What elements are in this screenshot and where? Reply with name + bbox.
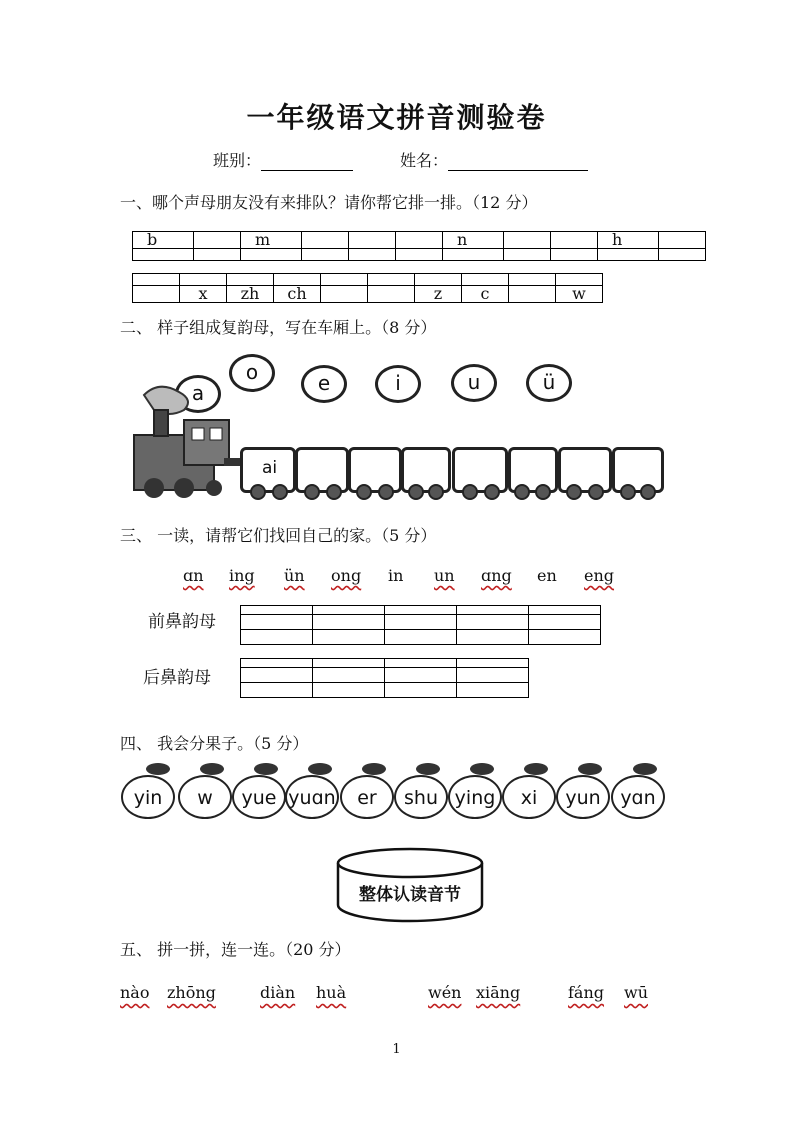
basket-label: 整体认读音节 <box>359 885 461 905</box>
pinyin-item: en <box>537 566 557 585</box>
vowel-bubble: a <box>175 375 221 413</box>
grid1-cell[interactable] <box>504 232 551 249</box>
grid1-cell: b <box>133 232 194 249</box>
pinyin-word: zhōng <box>167 983 216 1002</box>
grid2-cell[interactable] <box>321 286 368 303</box>
vowel-bubble: e <box>301 365 347 403</box>
grid2-cell: z <box>415 286 462 303</box>
vowel-bubble: o <box>229 354 275 392</box>
pinyin-word: wén <box>428 983 462 1002</box>
consonant-grid-1 <box>132 231 706 261</box>
fruit-syllable[interactable]: yɑn <box>611 775 665 819</box>
front-nasal-grid <box>240 605 601 645</box>
fruit-syllable[interactable]: er <box>340 775 394 819</box>
back-nasal-label: 后鼻韵母 <box>143 668 211 688</box>
pinyin-word: fáng <box>568 983 605 1002</box>
pinyin-item: ong <box>331 566 362 585</box>
section-1-heading: 一、哪个声母朋友没有来排队？请你帮它排一排。（12 分） <box>120 193 538 212</box>
fruit-syllable[interactable]: ying <box>448 775 502 819</box>
grid2-cell: ch <box>274 286 321 303</box>
fruit-syllable[interactable]: xi <box>502 775 556 819</box>
pinyin-word: huà <box>316 983 347 1002</box>
grid1-cell[interactable] <box>551 232 598 249</box>
train-car[interactable] <box>401 447 451 493</box>
page-title: 一年级语文拼音测验卷 <box>246 101 547 134</box>
section-3-heading: 三、 一读，请帮它们找回自己的家。（5 分） <box>120 526 437 545</box>
grid1-cell[interactable] <box>659 232 706 249</box>
name-field <box>400 148 588 171</box>
grid1-cell[interactable] <box>302 232 349 249</box>
fruit-syllable[interactable]: shu <box>394 775 448 819</box>
fruit-syllable[interactable]: yin <box>121 775 175 819</box>
pinyin-item: in <box>388 566 404 585</box>
class-label: 班别： <box>213 151 262 170</box>
train-car[interactable] <box>558 447 612 493</box>
grid1-cell: n <box>443 232 504 249</box>
pinyin-word: nào <box>120 983 150 1002</box>
name-label: 姓名： <box>400 151 449 170</box>
pinyin-item: ɑng <box>481 566 512 585</box>
section-5-heading: 五、 拼一拼，连一连。（20 分） <box>120 940 351 959</box>
fruit-syllable[interactable]: yue <box>232 775 286 819</box>
name-blank[interactable] <box>448 152 588 171</box>
grid2-cell[interactable] <box>509 286 556 303</box>
train-car[interactable] <box>295 447 349 493</box>
vowel-bubble: ü <box>526 364 572 402</box>
grid2-cell: x <box>180 286 227 303</box>
fruit-syllable[interactable]: yuɑn <box>285 775 339 819</box>
fruit-syllable[interactable]: yun <box>556 775 610 819</box>
class-field <box>213 148 353 171</box>
consonant-grid-2 <box>132 273 603 303</box>
grid1-cell: m <box>241 232 302 249</box>
pinyin-word: diàn <box>260 983 296 1002</box>
fruit-syllable[interactable]: w <box>178 775 232 819</box>
grid2-cell: zh <box>227 286 274 303</box>
vowel-bubble: u <box>451 364 497 402</box>
grid1-cell[interactable] <box>194 232 241 249</box>
grid1-cell: h <box>598 232 659 249</box>
back-nasal-grid <box>240 658 529 698</box>
pinyin-word: xiāng <box>476 983 521 1002</box>
class-blank[interactable] <box>261 152 353 171</box>
section-2-heading: 二、 样子组成复韵母，写在车厢上。（8 分） <box>120 318 437 337</box>
train-car[interactable] <box>452 447 508 493</box>
page-number: 1 <box>392 1042 401 1057</box>
pinyin-item: un <box>434 566 455 585</box>
pinyin-item: ɑn <box>183 566 204 585</box>
pinyin-word: wū <box>624 983 648 1002</box>
train-car[interactable] <box>612 447 664 493</box>
pinyin-item: ing <box>229 566 255 585</box>
train-car[interactable] <box>348 447 402 493</box>
front-nasal-label: 前鼻韵母 <box>148 612 216 632</box>
section-4-heading: 四、 我会分果子。（5 分） <box>120 734 309 753</box>
grid1-cell[interactable] <box>349 232 396 249</box>
grid1-cell[interactable] <box>396 232 443 249</box>
grid2-cell: w <box>556 286 603 303</box>
grid2-cell[interactable] <box>368 286 415 303</box>
grid2-cell: c <box>462 286 509 303</box>
pinyin-item: eng <box>584 566 615 585</box>
vowel-bubble: i <box>375 365 421 403</box>
train-car-example: ai <box>262 458 278 478</box>
pinyin-item: ün <box>284 566 305 585</box>
grid2-cell[interactable] <box>133 286 180 303</box>
